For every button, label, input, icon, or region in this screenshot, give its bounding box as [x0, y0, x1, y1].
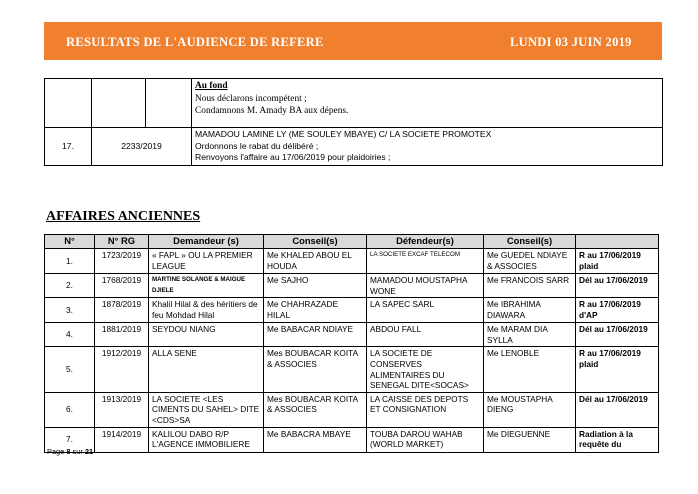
row-conseil-demandeur: Me SAJHO [264, 274, 367, 298]
row-rg: 1914/2019 [95, 427, 149, 452]
table-row [45, 274, 659, 298]
row-resultat: R au 17/06/2019 plaid [576, 347, 659, 392]
row-number: 2. [45, 274, 95, 298]
row-resultat: Dél au 17/06/2019 [576, 274, 659, 298]
header-date: LUNDI 03 JUIN 2019 [510, 35, 632, 49]
row-conseil-demandeur: Me KHALED ABOU EL HOUDA [264, 249, 367, 274]
row-number: 5. [45, 347, 95, 392]
row-conseil-defendeur: Me FRANCOIS SARR [484, 274, 576, 298]
row-demandeur: « FAPL » OU LA PREMIER LEAGUE [149, 249, 264, 274]
row-demandeur: KALILOU DABO R/P L'AGENCE IMMOBILIERE [149, 427, 264, 452]
row-number: 6. [45, 392, 95, 427]
row-conseil-demandeur: Me BABACAR NDIAYE [264, 323, 367, 347]
fond-cell [192, 79, 663, 128]
case-decision-line: Ordonnons le rabat du délibéré ; [195, 140, 319, 151]
footer-page-total: 21 [84, 447, 94, 456]
row-defendeur: TOUBA DAROU WAHAB (WORLD MARKET) [367, 427, 484, 452]
footer-page-number: 8 [66, 447, 71, 456]
case-parties: MAMADOU LAMINE LY (ME SOULEY MBAYE) C/ LA SOCIETE PROMOTEX [195, 129, 492, 139]
row-defendeur: LA SOCIETE EXCAF TELECOM [367, 249, 484, 274]
column-header-resultat [576, 235, 659, 249]
row-rg: 1723/2019 [95, 249, 149, 274]
fond-title: Au fond [195, 81, 228, 91]
case-rg: 2233/2019 [92, 128, 192, 166]
row-demandeur: LA SOCIETE <LES CIMENTS DU SAHEL> DITE <CDS>SA [149, 392, 264, 427]
row-resultat: Dél au 17/06/2019 [576, 392, 659, 427]
table-row [45, 298, 659, 323]
table-row [45, 347, 659, 392]
row-defendeur: ABDOU FALL [367, 323, 484, 347]
cases-table [44, 234, 659, 453]
row-number: 3. [45, 298, 95, 323]
row-rg: 1881/2019 [95, 323, 149, 347]
row-conseil-defendeur: Me IBRAHIMA DIAWARA [484, 298, 576, 323]
table-cell [146, 79, 192, 128]
case-decision [192, 128, 663, 166]
row-rg: 1913/2019 [95, 392, 149, 427]
row-resultat: R au 17/06/2019 plaid [576, 249, 659, 274]
table-row [45, 323, 659, 347]
row-defendeur: LA SAPEC SARL [367, 298, 484, 323]
footer-sur: sur [72, 447, 83, 456]
row-demandeur: MARTINE SOLANGE & MAIGUE DJIELE [149, 274, 264, 298]
continuation-table [44, 78, 663, 166]
column-header-rg: N° RG [95, 235, 149, 249]
table-row [45, 392, 659, 427]
column-header-demandeur: Demandeur (s) [149, 235, 264, 249]
column-header-num: N° [45, 235, 95, 249]
row-resultat: Radiation à la requête du [576, 427, 659, 452]
row-number: 7. [45, 427, 95, 452]
row-conseil-defendeur: Me GUEDEL NDIAYE & ASSOCIES [484, 249, 576, 274]
row-conseil-defendeur: Me MOUSTAPHA DIENG [484, 392, 576, 427]
row-number: 4. [45, 323, 95, 347]
table-row [45, 427, 659, 452]
row-conseil-demandeur: Mes BOUBACAR KOITA & ASSOCIES [264, 392, 367, 427]
row-number: 1. [45, 249, 95, 274]
row-defendeur: LA SOCIETE DE CONSERVES ALIMENTAIRES DU SENEGAL DITE<SOCAS> [367, 347, 484, 392]
page-footer [47, 447, 93, 456]
row-demandeur: ALLA SENE [149, 347, 264, 392]
row-rg: 1878/2019 [95, 298, 149, 323]
table-cell [92, 79, 146, 128]
row-demandeur: SEYDOU NIANG [149, 323, 264, 347]
footer-page-label: Page [47, 447, 65, 456]
row-defendeur: MAMADOU MOUSTAPHA WONE [367, 274, 484, 298]
column-header-conseil: Conseil(s) [264, 235, 367, 249]
table-row [45, 249, 659, 274]
row-defendeur: LA CAISSE DES DEPOTS ET CONSIGNATION [367, 392, 484, 427]
section-title: AFFAIRES ANCIENNES [46, 209, 201, 224]
row-conseil-demandeur: Me CHAHRAZADE HILAL [264, 298, 367, 323]
row-resultat: R au 17/06/2019 d'AP [576, 298, 659, 323]
row-resultat: Dél au 17/06/2019 [576, 323, 659, 347]
table-cell [45, 79, 92, 128]
fond-line: Condamnons M. Amady BA aux dépens. [195, 106, 349, 116]
row-rg: 1768/2019 [95, 274, 149, 298]
continuation-row [45, 79, 663, 128]
row-conseil-demandeur: Mes BOUBACAR KOITA & ASSOCIES [264, 347, 367, 392]
row-demandeur: Khalil Hilal & des héritiers de feu Mohdad Hilal [149, 298, 264, 323]
row-conseil-defendeur: Me LENOBLE [484, 347, 576, 392]
fond-line: Nous déclarons incompétent ; [195, 93, 307, 104]
column-header-conseil: Conseil(s) [484, 235, 576, 249]
column-header-defendeur: Défendeur(s) [367, 235, 484, 249]
row-conseil-defendeur: Me MARAM DIA SYLLA [484, 323, 576, 347]
case-17-row [45, 128, 663, 166]
row-conseil-defendeur: Me DIEGUENNE [484, 427, 576, 452]
row-rg: 1912/2019 [95, 347, 149, 392]
case-number: 17. [45, 128, 92, 166]
header-title: RESULTATS DE L'AUDIENCE DE REFERE [66, 35, 324, 49]
table-header-row [45, 235, 659, 249]
case-decision-line: Renvoyons l'affaire au 17/06/2019 pour plaidoiries ; [195, 152, 391, 162]
row-conseil-demandeur: Me BABACRA MBAYE [264, 427, 367, 452]
